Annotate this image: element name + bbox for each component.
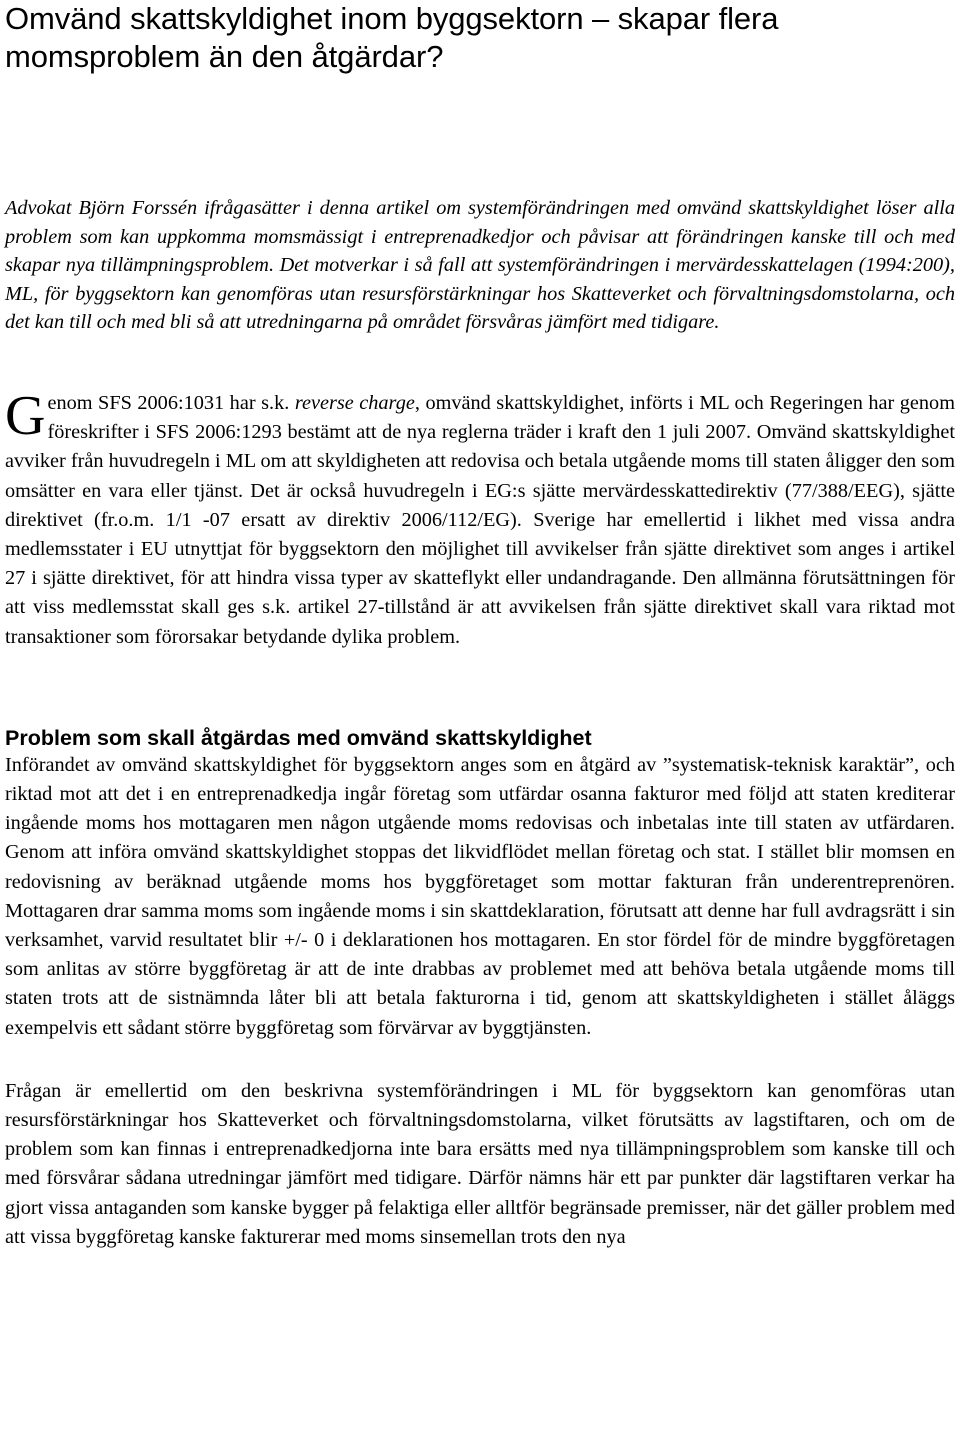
intro-text-start: enom SFS 2006:1031 har s.k.	[47, 391, 295, 414]
drop-cap: G	[5, 384, 46, 447]
section-heading: Problem som skall åtgärdas med omvänd skattskyldighet	[5, 725, 592, 750]
intro-text-rest: , omvänd skattskyldighet, införts i ML och Regeringen har genom föreskrifter i SFS 2006:1293 bestämt att de nya reglerna träder i kraft den 1 juli 2007. Omvänd skattskyldighet avviker från huvudregeln i ML om att skyldigheten att redovisa och betala utgående moms till staten åligger den som omsätter en vara eller tjänst. Det är också huvudregeln i EG:s sjätte mervärdesskattedirektiv (77/388/EEG), sjätte direktivet (fr.o.m. 1/1 -07 ersatt av direktiv 2006/112/EG). Sverige har emellertid i likhet med vissa andra medlemsstater i EU utnyttjat för byggsektorn den möjlighet till avvikelser från sjätte direktivet som anges i artikel 27 i sjätte direktivet, för att hindra vissa typer av skatteflykt eller undandragande. Den allmänna förutsättningen för att viss medlemsstat skall ges s.k. artikel 27-tillstånd är att avvikelsen från sjätte direktivet skall vara riktad mot transaktioner som förorsakar betydande dylika problem.	[5, 391, 955, 648]
intro-paragraph	[5, 384, 955, 652]
article-ingress: Advokat Björn Forssén ifrågasätter i denna artikel om systemförändringen med omvänd skattskyldighet löser alla problem som kan uppkomma momsmässigt i entreprenadkedjor och påvisar att förändringen kanske till och med skapar nya tillämpningsproblem. Det motverkar i så fall att systemförändringen i mervärdesskattelagen (1994:200), ML, för byggsektorn kan genomföras utan resursförstärkningar hos Skatteverket och förvaltningsdomstolarna, och det kan till och med bli så att utredningarna på området försvåras jämfört med tidigare.	[5, 197, 955, 334]
article-title: Omvänd skattskyldighet inom byggsektorn – skapar flera momsproblem än den åtgärdar?	[5, 1, 779, 74]
section-paragraph-1: Införandet av omvänd skattskyldighet för byggsektorn anges som en åtgärd av ”systematisk-teknisk karaktär”, och riktad mot att det i en entreprenadkedja ingår företag som utfärdar osanna fakturor med följd att staten krediterar ingående moms hos mottagaren men någon utgående moms redovisas och inbetalas inte till staten av utfärdaren. Genom att införa omvänd skattskyldighet stoppas det likvidflödet mellan företag och stat. I stället blir momsen en redovisning av beräknad utgående moms hos byggföretaget som mottar fakturan från underentreprenören. Mottagaren drar samma moms som ingående moms i sin skattdeklaration, förutsatt att denne har full avdragsrätt i sin verksamhet, varvid resultatet blir +/- 0 i deklarationen hos mottagaren. En stor fördel för de mindre byggföretagen som anlitas av större byggföretag är att de inte drabbas av problemet med att behöva betala utgående moms till staten trots att de sistnämnda låter bli att betala fakturorna i tid, genom att skattskyldigheten i stället åläggs exempelvis ett sådant större byggföretag som förvärvar av byggtjänsten.	[5, 753, 955, 1039]
document-page	[5, 0, 955, 1252]
section-paragraph-2: Frågan är emellertid om den beskrivna systemförändringen i ML för byggsektorn kan genomföras utan resursförstärkningar hos Skatteverket och förvaltningsdomstolarna, vilket förutsätts av lagstiftaren, och om de problem som kan finnas i entreprenadkedjorna inte bara ersätts med nya tillämpningsproblem som kanske till och med försvårar sådana utredningar jämfört med tidigare. Därför nämns här ett par punkter där lagstiftaren verkar ha gjort vissa antaganden som kanske bygger på felaktiga eller alltför begränsade premisser, när det gäller problem med att vissa byggföretag kanske fakturerar med moms sinsemellan trots den nya	[5, 1079, 955, 1248]
intro-italic-term: reverse charge	[294, 391, 415, 414]
